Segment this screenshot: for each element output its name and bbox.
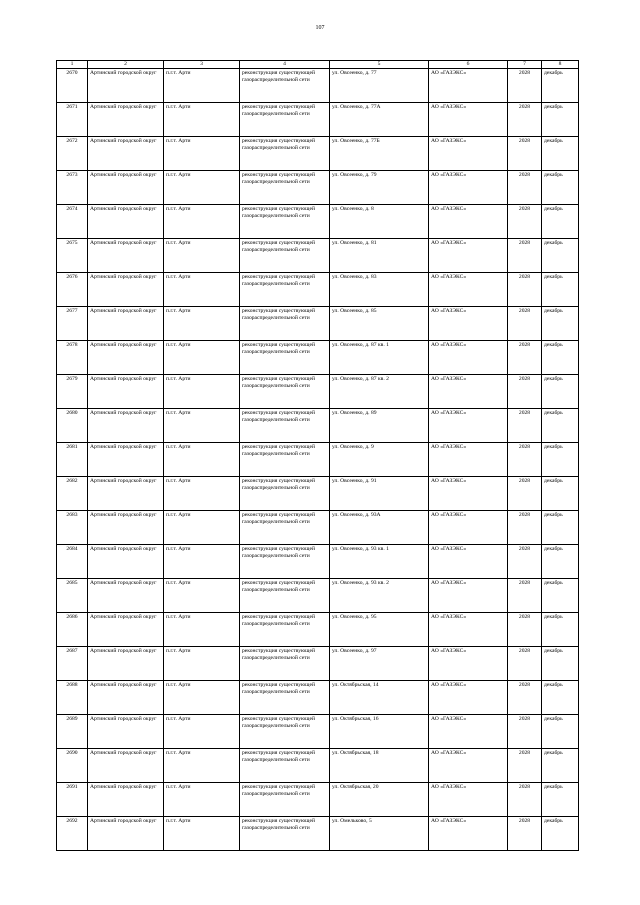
gasification-register-table: [56, 60, 579, 851]
month-cell: декабрь: [542, 613, 579, 647]
table-row: [57, 409, 579, 443]
year-cell: 2028: [508, 783, 542, 817]
work-type-cell: реконструкция существующей газораспределительной сети: [240, 647, 330, 681]
municipality-cell: Артинский городской округ: [88, 409, 164, 443]
year-cell: 2028: [508, 545, 542, 579]
municipality-cell: Артинский городской округ: [88, 443, 164, 477]
year-cell: 2028: [508, 477, 542, 511]
table-row: [57, 579, 579, 613]
year-cell: 2028: [508, 715, 542, 749]
row-number-cell: 2681: [57, 443, 88, 477]
organization-cell: АО «ГАЗЭКС»: [429, 307, 508, 341]
work-type-cell: реконструкция существующей газораспределительной сети: [240, 171, 330, 205]
table-row: [57, 783, 579, 817]
municipality-cell: Артинский городской округ: [88, 579, 164, 613]
row-number-cell: 2690: [57, 749, 88, 783]
work-type-cell: реконструкция существующей газораспределительной сети: [240, 205, 330, 239]
address-cell: ул. Овсеенко, д. 77Б: [330, 137, 429, 171]
organization-cell: АО «ГАЗЭКС»: [429, 205, 508, 239]
row-number-cell: 2691: [57, 783, 88, 817]
municipality-cell: Артинский городской округ: [88, 511, 164, 545]
year-cell: 2028: [508, 681, 542, 715]
table-body: [57, 69, 579, 851]
work-type-cell: реконструкция существующей газораспределительной сети: [240, 103, 330, 137]
organization-cell: АО «ГАЗЭКС»: [429, 103, 508, 137]
address-cell: ул. Овсеенко, д. 93 кв. 1: [330, 545, 429, 579]
row-number-cell: 2684: [57, 545, 88, 579]
work-type-cell: реконструкция существующей газораспределительной сети: [240, 307, 330, 341]
table-row: [57, 307, 579, 341]
row-number-cell: 2674: [57, 205, 88, 239]
month-cell: декабрь: [542, 375, 579, 409]
municipality-cell: Артинский городской округ: [88, 137, 164, 171]
month-cell: декабрь: [542, 239, 579, 273]
row-number-cell: 2678: [57, 341, 88, 375]
organization-cell: АО «ГАЗЭКС»: [429, 443, 508, 477]
page-number: 107: [315, 25, 325, 31]
month-cell: декабрь: [542, 511, 579, 545]
table-row: [57, 69, 579, 103]
year-cell: 2028: [508, 307, 542, 341]
table-header-row: [57, 61, 579, 69]
year-cell: 2028: [508, 511, 542, 545]
organization-cell: АО «ГАЗЭКС»: [429, 613, 508, 647]
organization-cell: АО «ГАЗЭКС»: [429, 409, 508, 443]
work-type-cell: реконструкция существующей газораспределительной сети: [240, 783, 330, 817]
year-cell: 2028: [508, 375, 542, 409]
year-cell: 2028: [508, 103, 542, 137]
municipality-cell: Артинский городской округ: [88, 613, 164, 647]
row-number-cell: 2675: [57, 239, 88, 273]
month-cell: декабрь: [542, 137, 579, 171]
table-row: [57, 443, 579, 477]
row-number-cell: 2679: [57, 375, 88, 409]
month-cell: декабрь: [542, 171, 579, 205]
address-cell: ул. Овсеенко, д. 91: [330, 477, 429, 511]
address-cell: ул. Овсеенко, д. 77А: [330, 103, 429, 137]
municipality-cell: Артинский городской округ: [88, 715, 164, 749]
year-cell: 2028: [508, 171, 542, 205]
month-cell: декабрь: [542, 715, 579, 749]
address-cell: ул. Овсеенко, д. 8: [330, 205, 429, 239]
row-number-cell: 2682: [57, 477, 88, 511]
address-cell: ул. Овсеенко, д. 83: [330, 273, 429, 307]
settlement-cell: п.г.т. Арти: [164, 205, 240, 239]
organization-cell: АО «ГАЗЭКС»: [429, 477, 508, 511]
month-cell: декабрь: [542, 545, 579, 579]
month-cell: декабрь: [542, 817, 579, 851]
work-type-cell: реконструкция существующей газораспределительной сети: [240, 341, 330, 375]
row-number-cell: 2689: [57, 715, 88, 749]
address-cell: ул. Овсеенко, д. 77: [330, 69, 429, 103]
municipality-cell: Артинский городской округ: [88, 545, 164, 579]
year-cell: 2028: [508, 579, 542, 613]
organization-cell: АО «ГАЗЭКС»: [429, 273, 508, 307]
month-cell: декабрь: [542, 273, 579, 307]
year-cell: 2028: [508, 749, 542, 783]
month-cell: декабрь: [542, 477, 579, 511]
row-number-cell: 2677: [57, 307, 88, 341]
month-cell: декабрь: [542, 783, 579, 817]
row-number-cell: 2687: [57, 647, 88, 681]
table-row: [57, 817, 579, 851]
work-type-cell: реконструкция существующей газораспределительной сети: [240, 375, 330, 409]
year-cell: 2028: [508, 409, 542, 443]
settlement-cell: п.г.т. Арти: [164, 341, 240, 375]
row-number-cell: 2671: [57, 103, 88, 137]
settlement-cell: п.г.т. Арти: [164, 579, 240, 613]
municipality-cell: Артинский городской округ: [88, 477, 164, 511]
month-cell: декабрь: [542, 103, 579, 137]
municipality-cell: Артинский городской округ: [88, 749, 164, 783]
settlement-cell: п.г.т. Арти: [164, 239, 240, 273]
work-type-cell: реконструкция существующей газораспределительной сети: [240, 239, 330, 273]
address-cell: ул. Овсеенко, д. 81: [330, 239, 429, 273]
municipality-cell: Артинский городской округ: [88, 69, 164, 103]
settlement-cell: п.г.т. Арти: [164, 171, 240, 205]
municipality-cell: Артинский городской округ: [88, 239, 164, 273]
organization-cell: АО «ГАЗЭКС»: [429, 239, 508, 273]
settlement-cell: п.г.т. Арти: [164, 783, 240, 817]
year-cell: 2028: [508, 69, 542, 103]
table-row: [57, 273, 579, 307]
row-number-cell: 2685: [57, 579, 88, 613]
municipality-cell: Артинский городской округ: [88, 273, 164, 307]
work-type-cell: реконструкция существующей газораспределительной сети: [240, 613, 330, 647]
settlement-cell: п.г.т. Арти: [164, 409, 240, 443]
address-cell: ул. Овсеенко, д. 87 кв. 1: [330, 341, 429, 375]
column-header: 6: [429, 61, 508, 69]
address-cell: ул. Овсеенко, д. 93 кв. 2: [330, 579, 429, 613]
settlement-cell: п.г.т. Арти: [164, 103, 240, 137]
work-type-cell: реконструкция существующей газораспределительной сети: [240, 511, 330, 545]
organization-cell: АО «ГАЗЭКС»: [429, 783, 508, 817]
address-cell: ул. Овсеенко, д. 93А: [330, 511, 429, 545]
work-type-cell: реконструкция существующей газораспределительной сети: [240, 579, 330, 613]
table-row: [57, 545, 579, 579]
work-type-cell: реконструкция существующей газораспределительной сети: [240, 749, 330, 783]
column-header: 1: [57, 61, 88, 69]
year-cell: 2028: [508, 443, 542, 477]
year-cell: 2028: [508, 647, 542, 681]
municipality-cell: Артинский городской округ: [88, 375, 164, 409]
year-cell: 2028: [508, 239, 542, 273]
address-cell: ул. Овсеенко, д. 9: [330, 443, 429, 477]
municipality-cell: Артинский городской округ: [88, 341, 164, 375]
organization-cell: АО «ГАЗЭКС»: [429, 171, 508, 205]
table-row: [57, 749, 579, 783]
settlement-cell: п.г.т. Арти: [164, 137, 240, 171]
settlement-cell: п.г.т. Арти: [164, 307, 240, 341]
table-row: [57, 341, 579, 375]
month-cell: декабрь: [542, 205, 579, 239]
month-cell: декабрь: [542, 307, 579, 341]
row-number-cell: 2688: [57, 681, 88, 715]
address-cell: ул. Овсеенко, д. 95: [330, 613, 429, 647]
settlement-cell: п.г.т. Арти: [164, 817, 240, 851]
settlement-cell: п.г.т. Арти: [164, 273, 240, 307]
table-row: [57, 205, 579, 239]
settlement-cell: п.г.т. Арти: [164, 545, 240, 579]
table-row: [57, 681, 579, 715]
settlement-cell: п.г.т. Арти: [164, 647, 240, 681]
address-cell: ул. Октябрьская, 18: [330, 749, 429, 783]
month-cell: декабрь: [542, 647, 579, 681]
work-type-cell: реконструкция существующей газораспределительной сети: [240, 69, 330, 103]
month-cell: декабрь: [542, 749, 579, 783]
table-row: [57, 239, 579, 273]
year-cell: 2028: [508, 341, 542, 375]
municipality-cell: Артинский городской округ: [88, 681, 164, 715]
work-type-cell: реконструкция существующей газораспределительной сети: [240, 545, 330, 579]
address-cell: ул. Октябрьская, 20: [330, 783, 429, 817]
address-cell: ул. Овсеенко, д. 87 кв. 2: [330, 375, 429, 409]
address-cell: ул. Овсеенко, д. 85: [330, 307, 429, 341]
row-number-cell: 2670: [57, 69, 88, 103]
municipality-cell: Артинский городской округ: [88, 307, 164, 341]
settlement-cell: п.г.т. Арти: [164, 749, 240, 783]
settlement-cell: п.г.т. Арти: [164, 681, 240, 715]
row-number-cell: 2686: [57, 613, 88, 647]
settlement-cell: п.г.т. Арти: [164, 511, 240, 545]
year-cell: 2028: [508, 817, 542, 851]
row-number-cell: 2680: [57, 409, 88, 443]
column-header: 7: [508, 61, 542, 69]
table-row: [57, 375, 579, 409]
month-cell: декабрь: [542, 69, 579, 103]
address-cell: ул. Октябрьская, 14: [330, 681, 429, 715]
month-cell: декабрь: [542, 409, 579, 443]
row-number-cell: 2673: [57, 171, 88, 205]
settlement-cell: п.г.т. Арти: [164, 69, 240, 103]
municipality-cell: Артинский городской округ: [88, 171, 164, 205]
work-type-cell: реконструкция существующей газораспределительной сети: [240, 477, 330, 511]
organization-cell: АО «ГАЗЭКС»: [429, 715, 508, 749]
municipality-cell: Артинский городской округ: [88, 647, 164, 681]
work-type-cell: реконструкция существующей газораспределительной сети: [240, 817, 330, 851]
year-cell: 2028: [508, 613, 542, 647]
table-row: [57, 103, 579, 137]
organization-cell: АО «ГАЗЭКС»: [429, 69, 508, 103]
work-type-cell: реконструкция существующей газораспределительной сети: [240, 715, 330, 749]
month-cell: декабрь: [542, 443, 579, 477]
organization-cell: АО «ГАЗЭКС»: [429, 375, 508, 409]
column-header: 3: [164, 61, 240, 69]
work-type-cell: реконструкция существующей газораспределительной сети: [240, 409, 330, 443]
year-cell: 2028: [508, 273, 542, 307]
table-row: [57, 137, 579, 171]
settlement-cell: п.г.т. Арти: [164, 715, 240, 749]
organization-cell: АО «ГАЗЭКС»: [429, 647, 508, 681]
row-number-cell: 2692: [57, 817, 88, 851]
municipality-cell: Артинский городской округ: [88, 783, 164, 817]
address-cell: ул. Овсеенко, д. 89: [330, 409, 429, 443]
table-row: [57, 171, 579, 205]
municipality-cell: Артинский городской округ: [88, 103, 164, 137]
municipality-cell: Артинский городской округ: [88, 205, 164, 239]
work-type-cell: реконструкция существующей газораспределительной сети: [240, 681, 330, 715]
table-row: [57, 477, 579, 511]
address-cell: ул. Овсеенко, д. 79: [330, 171, 429, 205]
address-cell: ул. Октябрьская, 16: [330, 715, 429, 749]
settlement-cell: п.г.т. Арти: [164, 375, 240, 409]
organization-cell: АО «ГАЗЭКС»: [429, 817, 508, 851]
month-cell: декабрь: [542, 341, 579, 375]
address-cell: ул. Овсеенко, д. 97: [330, 647, 429, 681]
organization-cell: АО «ГАЗЭКС»: [429, 137, 508, 171]
column-header: 2: [88, 61, 164, 69]
row-number-cell: 2672: [57, 137, 88, 171]
settlement-cell: п.г.т. Арти: [164, 613, 240, 647]
row-number-cell: 2676: [57, 273, 88, 307]
column-header: 5: [330, 61, 429, 69]
table-row: [57, 715, 579, 749]
work-type-cell: реконструкция существующей газораспределительной сети: [240, 137, 330, 171]
work-type-cell: реконструкция существующей газораспределительной сети: [240, 273, 330, 307]
organization-cell: АО «ГАЗЭКС»: [429, 341, 508, 375]
year-cell: 2028: [508, 137, 542, 171]
municipality-cell: Артинский городской округ: [88, 817, 164, 851]
organization-cell: АО «ГАЗЭКС»: [429, 545, 508, 579]
column-header: 8: [542, 61, 579, 69]
year-cell: 2028: [508, 205, 542, 239]
organization-cell: АО «ГАЗЭКС»: [429, 749, 508, 783]
organization-cell: АО «ГАЗЭКС»: [429, 681, 508, 715]
month-cell: декабрь: [542, 681, 579, 715]
month-cell: декабрь: [542, 579, 579, 613]
address-cell: ул. Омельково, 5: [330, 817, 429, 851]
table-row: [57, 613, 579, 647]
row-number-cell: 2683: [57, 511, 88, 545]
organization-cell: АО «ГАЗЭКС»: [429, 579, 508, 613]
table-row: [57, 511, 579, 545]
table-row: [57, 647, 579, 681]
settlement-cell: п.г.т. Арти: [164, 443, 240, 477]
work-type-cell: реконструкция существующей газораспределительной сети: [240, 443, 330, 477]
column-header: 4: [240, 61, 330, 69]
organization-cell: АО «ГАЗЭКС»: [429, 511, 508, 545]
settlement-cell: п.г.т. Арти: [164, 477, 240, 511]
